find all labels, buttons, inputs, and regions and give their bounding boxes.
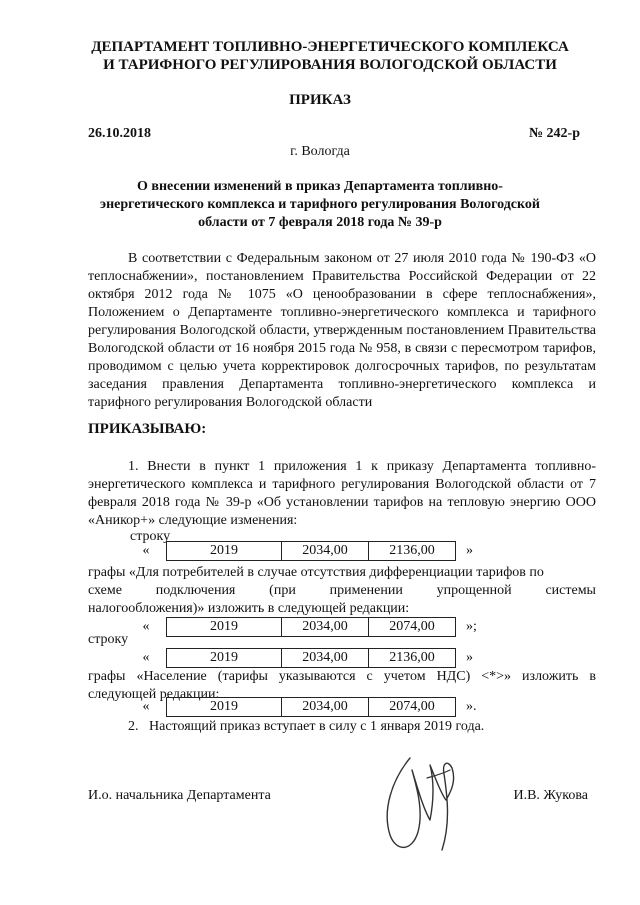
grafy-1-line-2 bbox=[88, 582, 596, 600]
tariff-cells bbox=[166, 617, 456, 637]
item-1-paragraph: 1. Внести в пункт 1 приложения 1 к приказу Департамента топливно-энергетического комплекса и тарифного регулирования Вологодской области от 7 февраля 2018 года № 39-р «Об установлении тарифов на тепловую энергию ООО «Аникор+» следующие изменения: bbox=[88, 459, 596, 528]
word: схеме bbox=[88, 583, 122, 598]
year-cell: 2019 bbox=[167, 698, 282, 716]
subject-line-2: энергетического комплекса и тарифного регулирования Вологодской bbox=[100, 197, 540, 212]
word: (при bbox=[269, 583, 296, 598]
table-row-4 bbox=[126, 697, 477, 717]
year-cell: 2019 bbox=[167, 542, 282, 560]
quote-open: « bbox=[142, 619, 150, 634]
signatory-name: И.В. Жукова bbox=[513, 788, 588, 803]
document-date: 26.10.2018 bbox=[88, 126, 151, 141]
quote-close: »; bbox=[466, 619, 477, 634]
table-row-2 bbox=[126, 617, 477, 637]
document-title: ПРИКАЗ bbox=[289, 92, 351, 108]
tariff-cell: 2034,00 bbox=[282, 698, 369, 716]
quote-open: « bbox=[142, 543, 150, 558]
tariff-cell: 2136,00 bbox=[389, 650, 435, 665]
quote-open: « bbox=[142, 650, 150, 665]
header-line-2: И ТАРИФНОГО РЕГУЛИРОВАНИЯ ВОЛОГОДСКОЙ ОБЛАСТИ bbox=[103, 57, 557, 73]
item-2-paragraph: 2. Настоящий приказ вступает в силу с 1 января 2019 года. bbox=[128, 719, 485, 734]
department-header bbox=[60, 38, 600, 74]
tariff-cell: 2074,00 bbox=[389, 619, 435, 634]
grafy-2-paragraph: графы «Население (тарифы указываются с учетом НДС) <*>» изложить в следующей редакции: bbox=[88, 669, 596, 702]
table-row-1 bbox=[126, 541, 473, 561]
signatory-position: И.о. начальника Департамента bbox=[88, 788, 271, 803]
word: применении bbox=[329, 583, 403, 598]
grafy-1-line-1: графы «Для потребителей в случае отсутствия дифференциации тарифов по bbox=[88, 565, 544, 580]
tariff-cell: 2034,00 bbox=[282, 649, 369, 667]
tariff-cells bbox=[166, 648, 456, 668]
word: упрощенной bbox=[436, 583, 512, 598]
table-row-3 bbox=[126, 648, 473, 668]
year-cell: 2019 bbox=[167, 649, 282, 667]
quote-close: » bbox=[466, 543, 473, 558]
prikazyvayu-heading: ПРИКАЗЫВАЮ: bbox=[88, 421, 207, 437]
word: подключения bbox=[155, 583, 236, 598]
tariff-cell: 2034,00 bbox=[282, 618, 369, 636]
document-city: г. Вологда bbox=[290, 144, 350, 159]
preamble-paragraph: В соответствии с Федеральным законом от 27 июля 2010 года № 190-ФЗ «О теплоснабжении», постановлением Правительства Российской Федерации от 22 октября 2012 года № 1075 «О ценообразовании в сфере теплоснабжения», Положением о Департаменте топливно-энергетического комплекса и тарифного регулирования Вологодской области, утвержденным постановлением Правительства Вологодской области от 16 ноября 2015 года № 958, в связи с пересмотром тарифов, проводимом с целью учета корректировок долгосрочных тарифов, по результатам заседания правления Департамента топливно-энергетического комплекса и тарифного регулирования Вологодской области bbox=[88, 251, 596, 410]
tariff-cell: 2034,00 bbox=[282, 542, 369, 560]
subject-line-3: области от 7 февраля 2018 года № 39-р bbox=[198, 215, 442, 230]
tariff-cell: 2136,00 bbox=[389, 543, 435, 558]
handwritten-signature bbox=[372, 740, 472, 860]
subject-line-1: О внесении изменений в приказ Департамента топливно- bbox=[137, 179, 503, 194]
grafy-1-line-3: налогообложения)» изложить в следующей редакции: bbox=[88, 601, 410, 616]
stroku-label-2: строку bbox=[88, 632, 129, 647]
tariff-cells bbox=[166, 541, 456, 561]
header-line-1: ДЕПАРТАМЕНТ ТОПЛИВНО-ЭНЕРГЕТИЧЕСКОГО КОМПЛЕКСА bbox=[91, 39, 569, 55]
year-cell: 2019 bbox=[167, 618, 282, 636]
document-subject bbox=[100, 178, 540, 232]
word: системы bbox=[545, 583, 596, 598]
stroku-label-1: строку bbox=[130, 529, 171, 544]
document-number: № 242-р bbox=[528, 126, 580, 141]
tariff-cell: 2074,00 bbox=[389, 699, 435, 714]
quote-close: » bbox=[466, 650, 473, 665]
quote-open: « bbox=[142, 699, 150, 714]
quote-close: ». bbox=[466, 699, 477, 714]
tariff-cells bbox=[166, 697, 456, 717]
